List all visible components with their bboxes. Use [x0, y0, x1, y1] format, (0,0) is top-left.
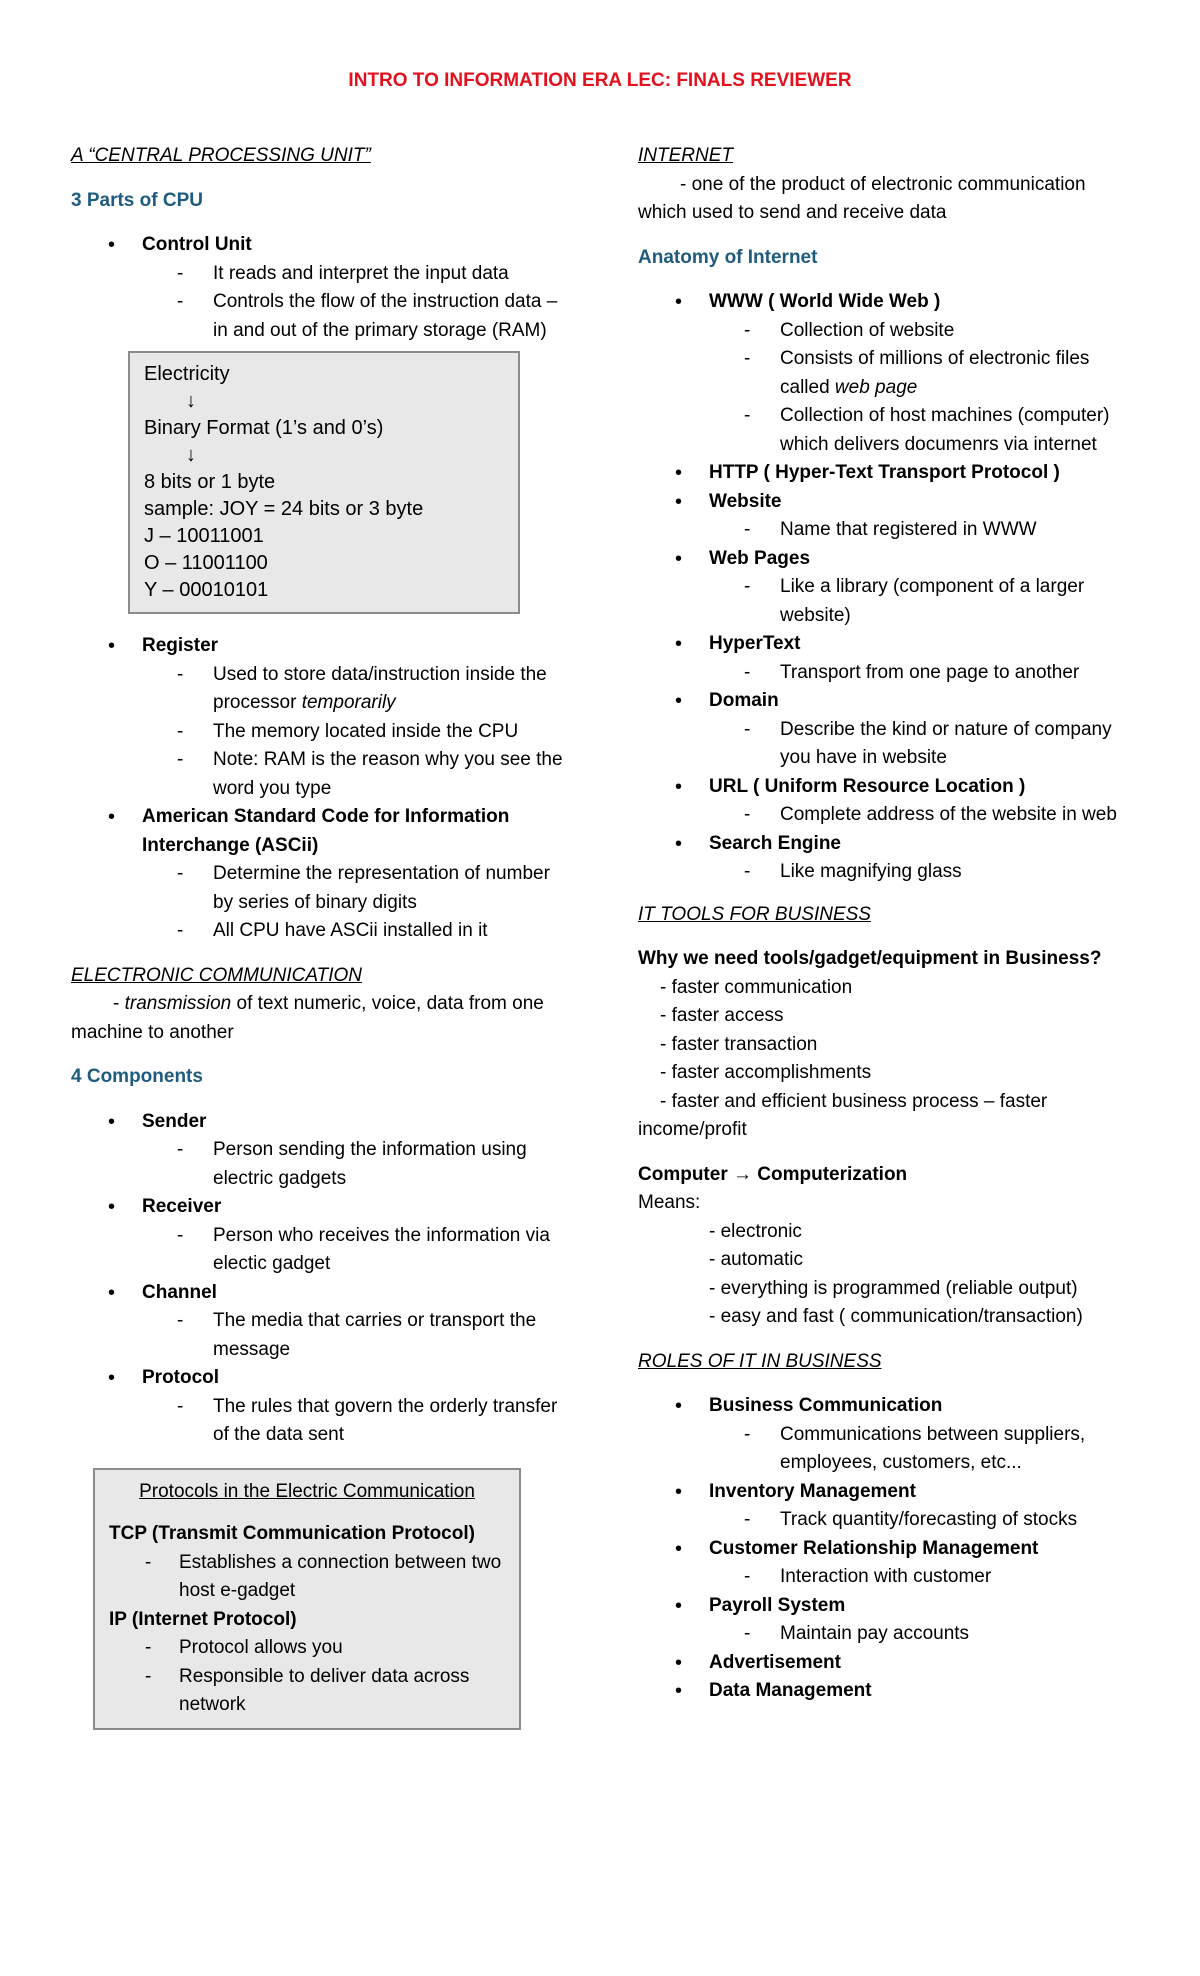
- parts-of-cpu-heading: 3 Parts of CPU: [71, 189, 203, 211]
- www-title: • WWW ( World Wide Web ): [709, 291, 941, 312]
- roles-list: [638, 1392, 1138, 1706]
- anatomy-list: [638, 288, 1138, 887]
- www-sublist: [709, 317, 1138, 460]
- ascii-title: • American Standard Code for Information Interchange (ASCii): [142, 806, 510, 856]
- role-sublist: [709, 1506, 1138, 1535]
- list-item: [638, 1535, 1138, 1592]
- down-arrow-icon: ↓: [186, 390, 196, 412]
- list-item: - Collection of host machines (computer) which delivers documenrs via internet: [638, 402, 1138, 459]
- cpu-parts-list: [71, 231, 571, 345]
- means-item: - everything is programmed (reliable output): [709, 1277, 1078, 1299]
- webpages-title: • Web Pages: [709, 547, 811, 569]
- role-title: • Customer Relationship Management: [709, 1537, 1039, 1559]
- list-item: - Determine the representation of number by series of binary digits: [71, 860, 571, 917]
- list-item: - Maintain pay accounts: [638, 1620, 1138, 1649]
- role-title: • Inventory Management: [709, 1480, 916, 1502]
- role-sublist: [709, 1620, 1138, 1649]
- list-item: [71, 803, 571, 946]
- list-item: - The rules that govern the orderly transfer of the data sent: [71, 1393, 571, 1450]
- why-item: - faster transaction: [660, 1033, 818, 1055]
- register-sublist: [142, 661, 571, 804]
- roles-heading: ROLES OF IT IN BUSINESS: [638, 1350, 882, 1372]
- http-title: • HTTP ( Hyper-Text Transport Protocol ): [709, 462, 1060, 483]
- list-item: - Name that registered in WWW: [638, 516, 1138, 545]
- component-title: • Channel: [142, 1281, 217, 1303]
- list-item: - The media that carries or transport the message: [71, 1307, 571, 1364]
- list-item: - Communications between suppliers, employees, customers, etc...: [638, 1421, 1138, 1478]
- list-item: [638, 488, 1138, 545]
- search-engine-title: • Search Engine: [709, 832, 841, 854]
- role-title: • Data Management: [709, 1680, 872, 1701]
- hypertext-title: • HyperText: [709, 633, 801, 654]
- box-line: Electricity: [144, 363, 230, 385]
- means-item: - automatic: [709, 1249, 803, 1270]
- why-heading: Why we need tools/gadget/equipment in Business?: [638, 948, 1102, 969]
- list-item: [71, 1364, 571, 1450]
- list-item: [638, 459, 1138, 488]
- list-item: [71, 231, 571, 345]
- why-item-last: - faster and efficient business process – faster income/profit: [638, 1090, 1048, 1140]
- list-item: [638, 1478, 1138, 1535]
- down-arrow-icon: ↓: [186, 444, 196, 466]
- why-item: - faster communication: [660, 976, 853, 998]
- box-line: 8 bits or 1 byte: [144, 471, 276, 493]
- list-item: [638, 545, 1138, 631]
- box-line: sample: JOY = 24 bits or 3 byte: [144, 498, 424, 520]
- list-item: - Complete address of the website in web: [638, 801, 1138, 830]
- anatomy-heading: Anatomy of Internet: [638, 246, 818, 268]
- component-sublist: [142, 1136, 571, 1193]
- list-item: - Person who receives the information via electic gadget: [71, 1222, 571, 1279]
- box-line: J – 10011001: [144, 525, 264, 547]
- tcp-title: TCP (Transmit Communication Protocol): [109, 1523, 475, 1544]
- cpu-parts-list-cont: [71, 632, 571, 946]
- electronic-communication-heading: ELECTRONIC COMMUNICATION: [71, 964, 362, 986]
- component-title: • Sender: [142, 1110, 207, 1132]
- url-title: • URL ( Uniform Resource Location ): [709, 775, 1026, 797]
- list-item: - The memory located inside the CPU: [71, 718, 571, 747]
- means-label: Means:: [638, 1192, 701, 1213]
- list-item: - Note: RAM is the reason why you see the word you type: [71, 746, 571, 803]
- electronic-communication-desc: - transmission of text numeric, voice, data from one machine to another: [71, 993, 544, 1043]
- list-item: - Like a library (component of a larger website): [638, 573, 1138, 630]
- list-item: [71, 1193, 571, 1279]
- search-engine-sublist: [709, 858, 1138, 887]
- role-sublist: [709, 1563, 1138, 1592]
- list-item: - It reads and interpret the input data: [71, 260, 571, 289]
- list-item: [638, 687, 1138, 773]
- list-item: - Person sending the information using electric gadgets: [71, 1136, 571, 1193]
- internet-desc: - one of the product of electronic communication which used to send and receive data: [638, 173, 1086, 223]
- component-sublist: [142, 1222, 571, 1279]
- means-item: - electronic: [709, 1220, 802, 1242]
- box-line: Binary Format (1’s and 0’s): [144, 417, 384, 439]
- url-sublist: [709, 801, 1138, 830]
- means-item: - easy and fast ( communication/transaction): [709, 1306, 1083, 1327]
- role-sublist: [709, 1421, 1138, 1478]
- domain-sublist: [709, 716, 1138, 773]
- box-line: O – 11001100: [144, 552, 268, 574]
- why-item: - faster access: [660, 1005, 784, 1026]
- binary-box: [128, 351, 520, 614]
- list-item: [638, 830, 1138, 887]
- components-heading: 4 Components: [71, 1066, 203, 1087]
- website-title: • Website: [709, 490, 782, 512]
- list-item: [638, 773, 1138, 830]
- ascii-sublist: [142, 860, 571, 946]
- ip-title: IP (Internet Protocol): [109, 1608, 297, 1630]
- why-item: - faster accomplishments: [660, 1062, 872, 1083]
- list-item: [638, 1392, 1138, 1478]
- left-column: [71, 142, 571, 1730]
- list-item: [638, 1592, 1138, 1649]
- role-title: • Business Communication: [709, 1395, 943, 1416]
- list-item: [638, 1677, 1138, 1706]
- list-item: [71, 1108, 571, 1194]
- register-title: • Register: [142, 635, 219, 656]
- components-list: [71, 1108, 571, 1450]
- list-item: [638, 630, 1138, 687]
- list-item: - Establishes a connection between two host e-gadget: [109, 1549, 505, 1606]
- list-item: [71, 1279, 571, 1365]
- list-item: - Responsible to deliver data across network: [109, 1663, 505, 1720]
- protocols-box-title: Protocols in the Electric Communication: [139, 1480, 475, 1502]
- ip-sublist: [109, 1634, 505, 1720]
- list-item: - All CPU have ASCii installed in it: [71, 917, 571, 946]
- right-column: [638, 142, 1138, 1706]
- list-item: - Collection of website: [638, 317, 1138, 346]
- control-unit-title: • Control Unit: [142, 234, 252, 255]
- role-title: • Payroll System: [709, 1594, 846, 1616]
- list-item: - Controls the flow of the instruction data – in and out of the primary storage (RAM): [71, 288, 571, 345]
- component-title: • Receiver: [142, 1196, 222, 1217]
- component-sublist: [142, 1393, 571, 1450]
- website-sublist: [709, 516, 1138, 545]
- role-title: • Advertisement: [709, 1651, 841, 1673]
- webpages-sublist: [709, 573, 1138, 630]
- page-title: INTRO TO INFORMATION ERA LEC: FINALS REVIEWER: [348, 70, 852, 91]
- hypertext-sublist: [709, 659, 1138, 688]
- list-item: - Like magnifying glass: [638, 858, 1138, 887]
- box-line: Y – 00010101: [144, 579, 269, 601]
- component-sublist: [142, 1307, 571, 1364]
- list-item: - Consists of millions of electronic files called web page: [638, 345, 1138, 402]
- list-item: - Describe the kind or nature of company you have in website: [638, 716, 1138, 773]
- list-item: - Track quantity/forecasting of stocks: [638, 1506, 1138, 1535]
- list-item: - Interaction with customer: [638, 1563, 1138, 1592]
- list-item: [638, 288, 1138, 459]
- list-item: [638, 1649, 1138, 1678]
- it-tools-heading: IT TOOLS FOR BUSINESS: [638, 903, 871, 925]
- cpu-heading: A “CENTRAL PROCESSING UNIT”: [71, 145, 371, 166]
- list-item: - Protocol allows you: [109, 1634, 505, 1663]
- protocols-box: [93, 1468, 521, 1730]
- list-item: [71, 632, 571, 803]
- internet-heading: INTERNET: [638, 145, 733, 166]
- component-title: • Protocol: [142, 1367, 220, 1388]
- list-item: - Used to store data/instruction inside the processor temporarily: [71, 661, 571, 718]
- domain-title: • Domain: [709, 690, 779, 711]
- computer-heading: Computer → Computerization: [638, 1163, 908, 1185]
- control-unit-sublist: [142, 260, 571, 346]
- list-item: - Transport from one page to another: [638, 659, 1138, 688]
- tcp-sublist: [109, 1549, 505, 1606]
